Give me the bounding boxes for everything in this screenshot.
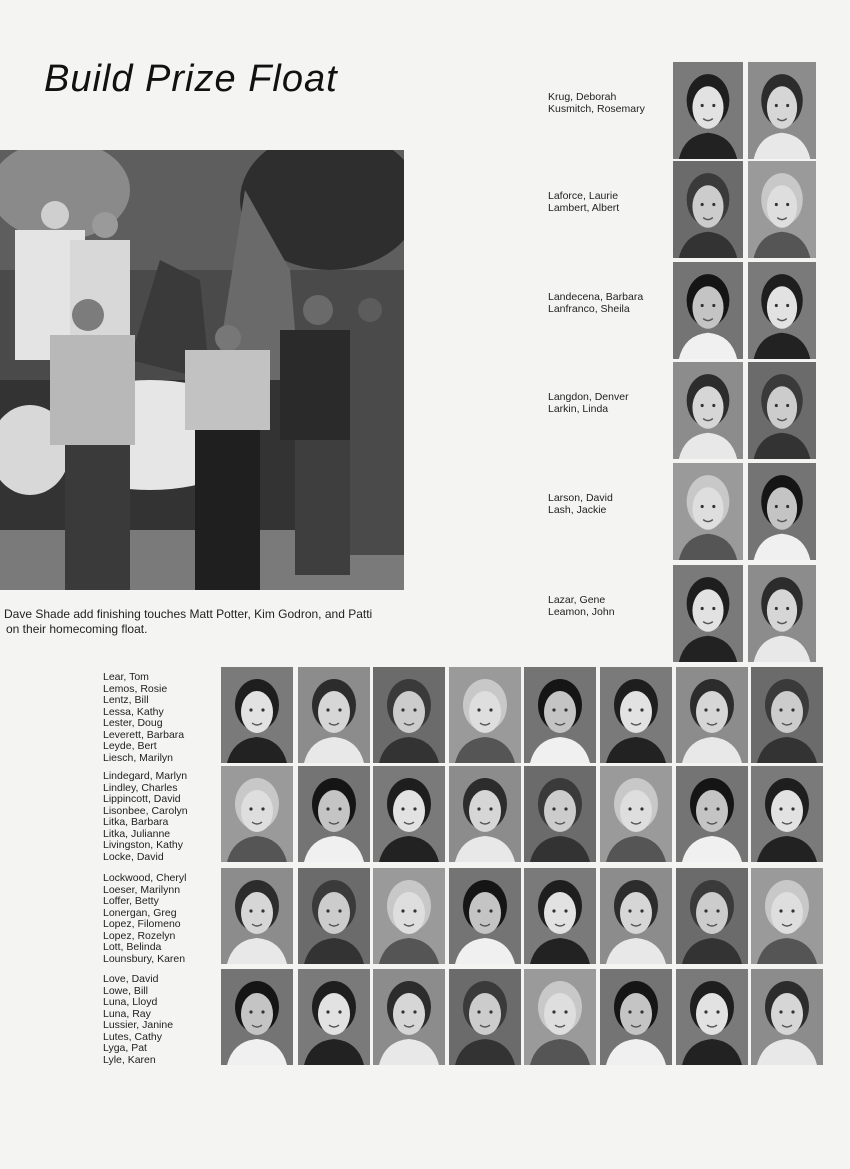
student-name: Lindley, Charles — [103, 781, 178, 794]
portrait-image — [748, 62, 816, 159]
student-portrait — [449, 667, 521, 763]
student-portrait — [600, 667, 672, 763]
student-portrait — [449, 868, 521, 964]
portrait-image — [221, 969, 293, 1065]
student-portrait — [676, 868, 748, 964]
student-portrait — [524, 969, 596, 1065]
student-name: Lowe, Bill — [103, 984, 148, 997]
portrait-image — [673, 262, 743, 359]
portrait-image — [673, 463, 743, 560]
portrait-image — [449, 868, 521, 964]
student-portrait — [524, 667, 596, 763]
portrait-image — [676, 969, 748, 1065]
portrait-image — [751, 766, 823, 862]
student-portrait — [449, 969, 521, 1065]
student-portrait — [748, 62, 816, 159]
portrait-image — [298, 766, 370, 862]
portrait-image — [600, 868, 672, 964]
portrait-image — [751, 667, 823, 763]
student-name: Lindegard, Marlyn — [103, 770, 188, 782]
portrait-image — [748, 161, 816, 258]
student-name: Love, David — [103, 973, 159, 985]
student-name: Liesch, Marilyn — [103, 751, 174, 764]
portrait-image — [748, 262, 816, 359]
portrait-image — [676, 667, 748, 763]
portrait-image — [449, 667, 521, 763]
portrait-image — [748, 565, 816, 662]
student-portrait — [751, 969, 823, 1065]
student-portrait — [673, 262, 743, 359]
student-portrait — [673, 161, 743, 258]
student-portrait — [524, 868, 596, 964]
portrait-image — [221, 868, 293, 964]
student-name: Kusmitch, Rosemary — [548, 102, 645, 115]
student-portrait — [748, 262, 816, 359]
row-names — [548, 292, 643, 315]
right-row — [548, 62, 848, 162]
portrait-image — [298, 868, 370, 964]
student-name: Lutes, Cathy — [103, 1030, 162, 1043]
portrait-image — [748, 463, 816, 560]
student-name: Lott, Belinda — [103, 941, 162, 953]
portrait-image — [673, 62, 743, 159]
student-name: Landecena, Barbara — [548, 291, 644, 303]
student-name: Lyga, Pat — [103, 1042, 147, 1054]
block-names — [103, 771, 218, 863]
student-portrait — [373, 868, 445, 964]
row-names — [548, 595, 615, 618]
student-name: Loffer, Betty — [103, 895, 159, 907]
student-name: Locke, David — [103, 850, 164, 863]
student-name: Lopez, Filomeno — [103, 918, 181, 930]
right-row — [548, 362, 848, 462]
portrait-image — [449, 766, 521, 862]
student-portrait — [748, 565, 816, 662]
student-portrait — [600, 868, 672, 964]
student-name: Livingston, Kathy — [103, 839, 183, 851]
block-names — [103, 672, 218, 764]
student-name: Lear, Tom — [103, 671, 149, 683]
portrait-image — [524, 868, 596, 964]
portrait-image — [673, 161, 743, 258]
student-name: Larson, David — [548, 492, 613, 504]
student-name: Lemos, Rosie — [103, 682, 168, 695]
student-name: Lopez, Rozelyn — [103, 929, 176, 942]
student-portrait — [221, 969, 293, 1065]
student-name: Loeser, Marilynn — [103, 883, 181, 896]
portrait-image — [449, 969, 521, 1065]
portrait-image — [524, 667, 596, 763]
portrait-image — [751, 868, 823, 964]
student-name: Lessa, Kathy — [103, 705, 164, 718]
float-photo — [0, 150, 404, 590]
portrait-image — [373, 667, 445, 763]
portrait-image — [298, 667, 370, 763]
student-portrait — [673, 362, 743, 459]
caption-line-2: on their homecoming float. — [6, 622, 148, 636]
student-name: Luna, Lloyd — [103, 996, 158, 1008]
student-name: Leamon, John — [548, 605, 615, 618]
student-name: Lentz, Bill — [103, 694, 149, 706]
photo-caption — [0, 607, 410, 637]
row-names — [548, 191, 619, 214]
student-portrait — [676, 766, 748, 862]
student-name: Luna, Ray — [103, 1007, 151, 1020]
student-portrait — [673, 62, 743, 159]
student-portrait — [751, 667, 823, 763]
student-portrait — [221, 667, 293, 763]
portrait-image — [600, 969, 672, 1065]
student-portrait — [600, 766, 672, 862]
portrait-image — [673, 565, 743, 662]
block-names — [103, 974, 218, 1066]
student-name: Lockwood, Cheryl — [103, 872, 187, 884]
right-row — [548, 262, 848, 362]
student-portrait — [673, 463, 743, 560]
student-name: Langdon, Denver — [548, 391, 629, 403]
page-title: Build Prize Float — [44, 58, 338, 100]
float-photo-image — [0, 150, 404, 590]
student-name: Leverett, Barbara — [103, 728, 185, 741]
student-portrait — [748, 161, 816, 258]
student-portrait — [373, 667, 445, 763]
portrait-image — [373, 766, 445, 862]
row-names — [548, 92, 645, 115]
student-name: Leyde, Bert — [103, 740, 157, 752]
student-name: Lonergan, Greg — [103, 906, 177, 919]
student-portrait — [751, 766, 823, 862]
student-portrait — [298, 969, 370, 1065]
student-portrait — [221, 868, 293, 964]
caption-line-1: Dave Shade add finishing touches Matt Potter, Kim Godron, and Patti — [4, 607, 373, 621]
portrait-image — [221, 667, 293, 763]
student-portrait — [676, 667, 748, 763]
student-portrait — [524, 766, 596, 862]
student-name: Lippincott, David — [103, 793, 181, 805]
student-name: Litka, Julianne — [103, 827, 171, 840]
student-portrait — [449, 766, 521, 862]
right-row — [548, 161, 848, 261]
student-portrait — [600, 969, 672, 1065]
student-name: Larkin, Linda — [548, 402, 609, 415]
student-portrait — [221, 766, 293, 862]
portrait-image — [373, 969, 445, 1065]
student-name: Laforce, Laurie — [548, 190, 619, 202]
student-portrait — [676, 969, 748, 1065]
student-portrait — [298, 766, 370, 862]
portrait-image — [748, 362, 816, 459]
portrait-image — [221, 766, 293, 862]
student-name: Krug, Deborah — [548, 91, 617, 103]
student-portrait — [298, 868, 370, 964]
student-portrait — [673, 565, 743, 662]
student-name: Lyle, Karen — [103, 1053, 156, 1066]
portrait-image — [676, 766, 748, 862]
portrait-image — [373, 868, 445, 964]
right-row — [548, 565, 848, 665]
right-row — [548, 463, 848, 563]
portrait-image — [524, 766, 596, 862]
block-names — [103, 873, 218, 965]
student-portrait — [298, 667, 370, 763]
portrait-image — [751, 969, 823, 1065]
student-name: Lambert, Albert — [548, 201, 620, 214]
student-name: Lash, Jackie — [548, 503, 607, 516]
student-name: Lester, Doug — [103, 717, 163, 729]
student-name: Lounsbury, Karen — [103, 952, 186, 965]
student-name: Lanfranco, Sheila — [548, 302, 630, 315]
portrait-image — [673, 362, 743, 459]
student-portrait — [373, 969, 445, 1065]
portrait-image — [600, 766, 672, 862]
student-name: Lisonbee, Carolyn — [103, 804, 188, 817]
student-portrait — [748, 463, 816, 560]
student-name: Lussier, Janine — [103, 1019, 174, 1031]
portrait-image — [298, 969, 370, 1065]
row-names — [548, 392, 629, 415]
student-portrait — [748, 362, 816, 459]
portrait-image — [600, 667, 672, 763]
portrait-image — [676, 868, 748, 964]
portrait-image — [524, 969, 596, 1065]
student-portrait — [373, 766, 445, 862]
student-name: Litka, Barbara — [103, 816, 169, 828]
row-names — [548, 493, 613, 516]
student-name: Lazar, Gene — [548, 594, 606, 606]
student-portrait — [751, 868, 823, 964]
